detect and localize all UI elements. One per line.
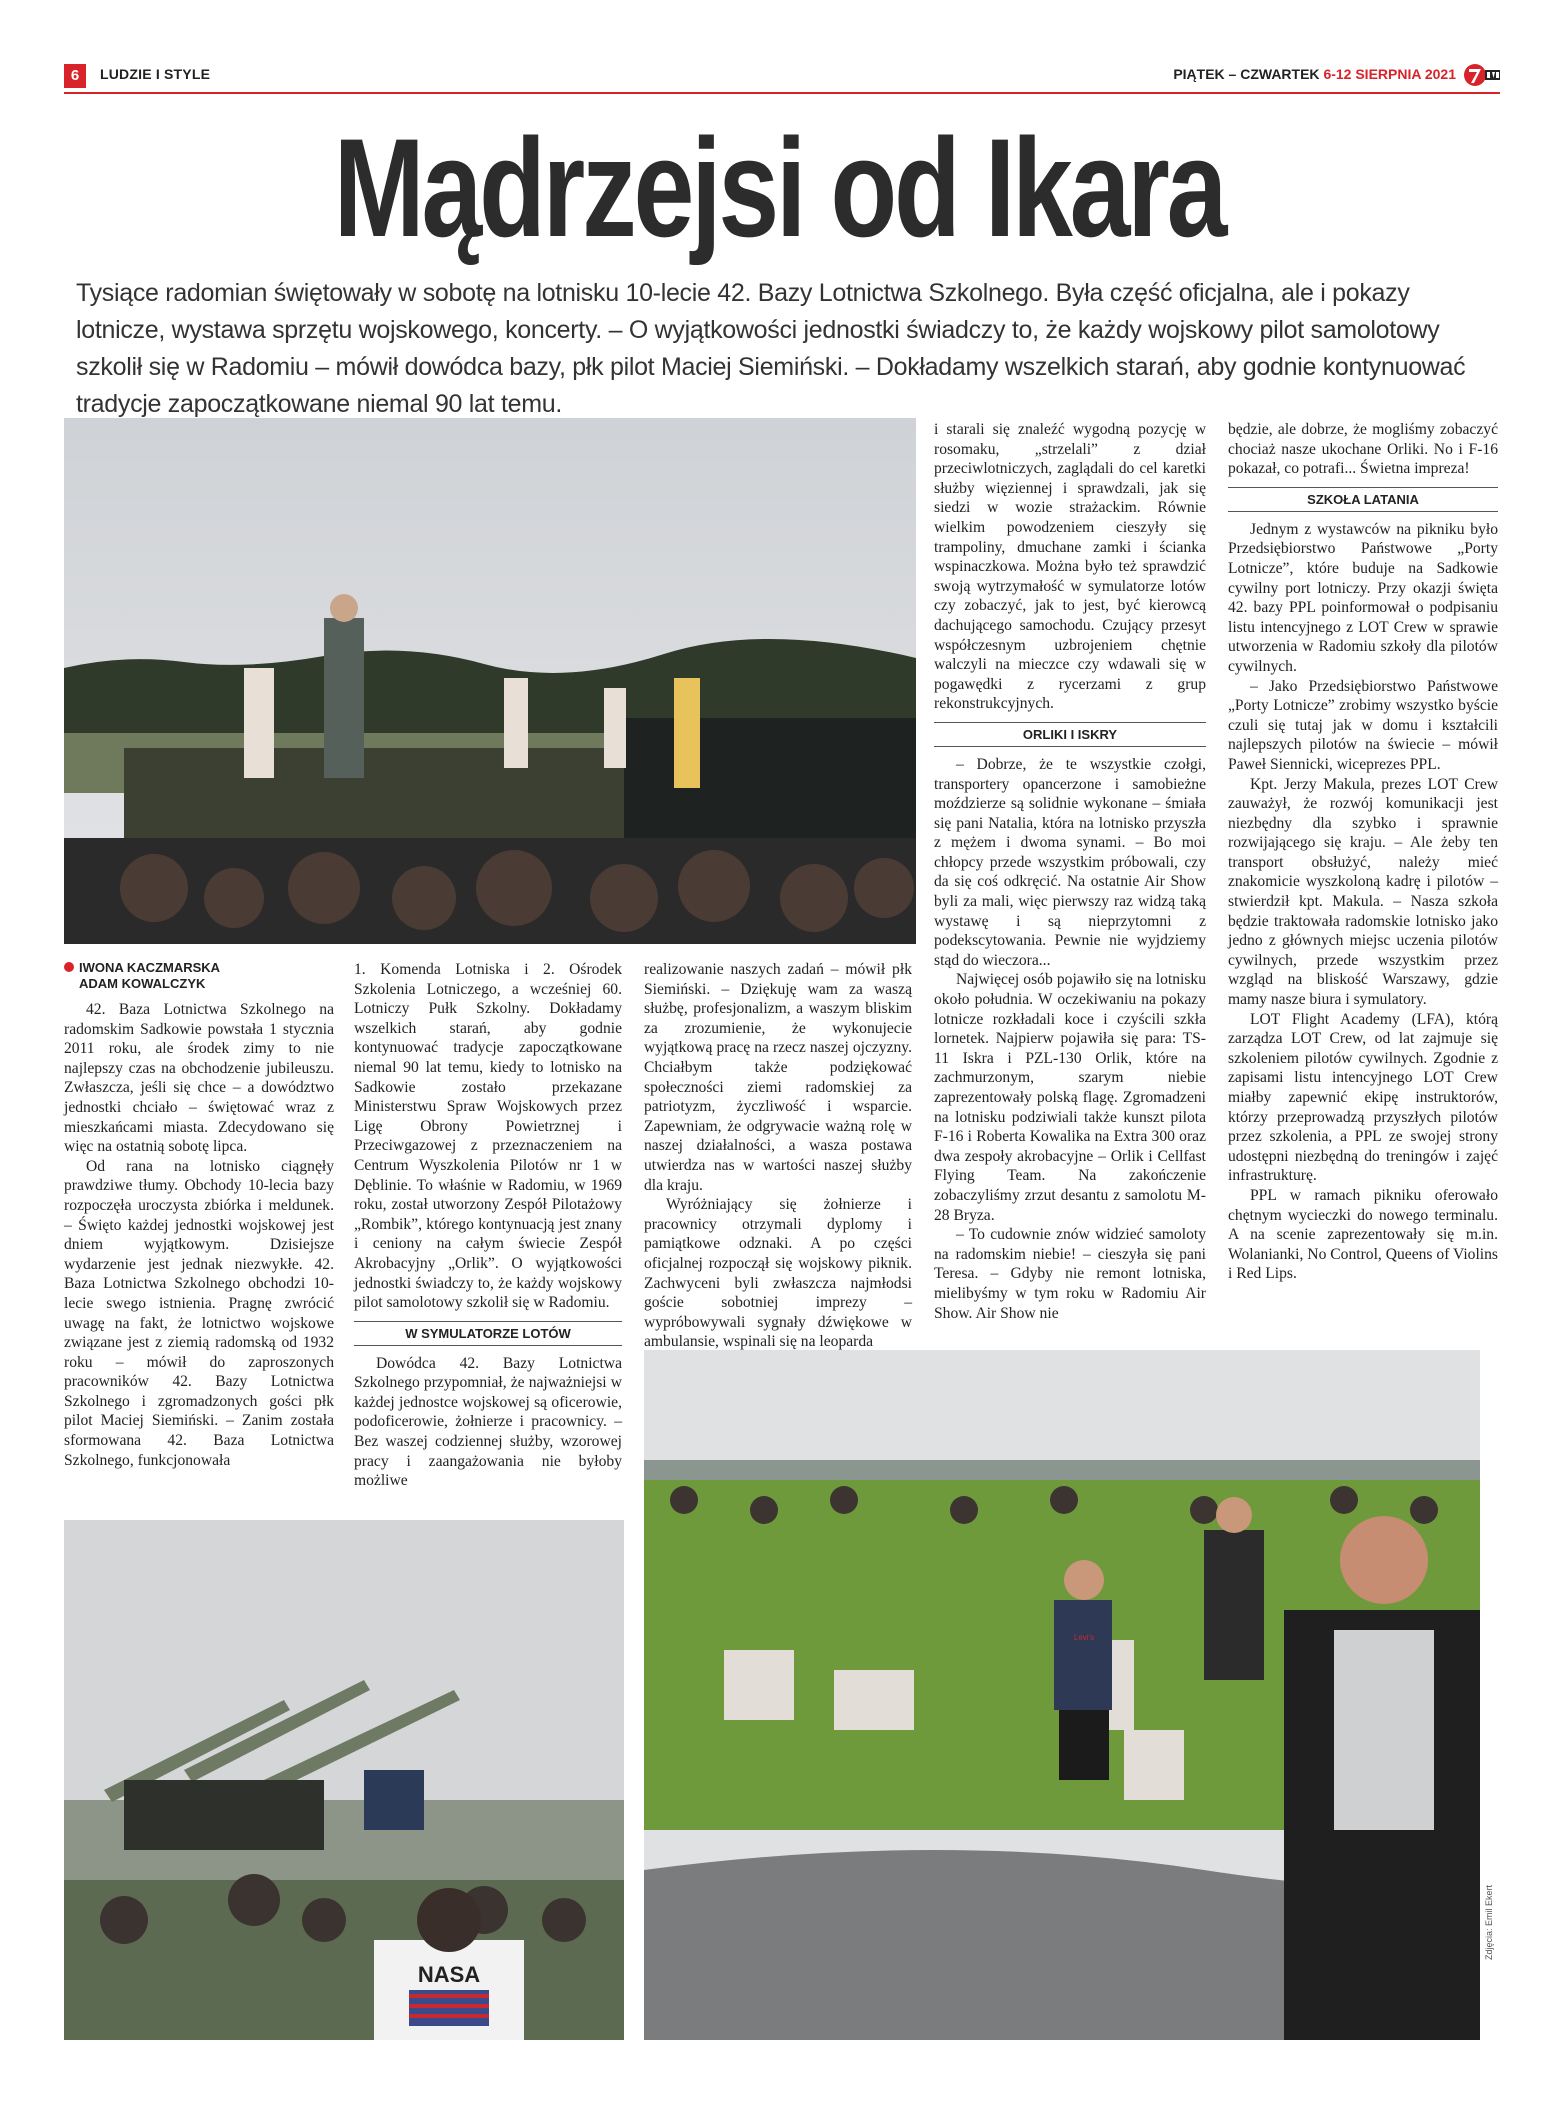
photo-credit: Zdjęcia: Emil Ekert — [1484, 1884, 1494, 1960]
paragraph: LOT Flight Academy (LFA), którą zarządza LOT Crew, od lat zajmuje się szkoleniem pilotów cywilnych. Zgodnie z zapisami listu intencyjnego LOT Crew miałby zapewnić ekipę instruktorów, którzy przeprowadzą przyszłych pilotów przez szkolenia, a PPL ze swojej strony udostępni niezbędną do treningów i zajęć infrastrukturę. — [1228, 1010, 1498, 1185]
subheading-orliki: ORLIKI I ISKRY — [934, 722, 1206, 747]
paragraph: i starali się znaleźć wygodną pozycję w rosomaku, „strzelali” z dział przeciwlotniczych, zaglądali do cel karetki służby więziennej i sprawdzali, jak się siedzi w wozie strażackim. Równie wielkim powodzeniem cieszyły się trampoliny, dmuchane zamki i ścianka wspinaczkowa. Można było też sprawdzić swoją wytrzymałość w symulatorze lotów czy zobaczyć, jak to jest, być kierowcą dachującego samochodu. Czujący przesyt współczesnym uzbrojeniem chętnie walczyli na mieczce czy wdawali się w pogawędki z rycerzami z grup rekonstrukcyjnych. — [934, 421, 1206, 713]
section-name: LUDZIE I STYLE — [100, 66, 211, 82]
paragraph: – Dobrze, że te wszystkie czołgi, transportery opancerzone i samobieżne moździerze są solidnie wykonane – śmiała się pani Natalia, która na lotnisko przyszła z mężem i dwoma synami. – Bo moi chłopcy przede wszystkim próbowali, czy da się coś odkręcić. Na ostatnie Air Show byli za mali, więc pierwszy raz widzą taką wystawę i są nieprzytomni z podekscytowania. Pewnie nie wyjdziemy stąd do wieczora... — [934, 755, 1206, 969]
paragraph: Wyróżniający się żołnierze i pracownicy otrzymali dyplomy i pamiątkowe odznaki. A po części oficjalnej rozpoczął się wojskowy piknik. Zachwyceni byli zwłaszcza najmłodsi goście sobotniej imprezy – wypróbowywali sygnały dźwiękowe w ambulansie, wspinali się na leoparda — [644, 1196, 912, 1351]
paragraph: Kpt. Jerzy Makula, prezes LOT Crew zauważył, że rozwój komunikacji jest niezbędny dla szybko i sprawnie rozwijającego się kraju. – Ale żeby ten transport obsłużyć, należy mieć znakomicie wyszkoloną kadrę i pilotów – stwierdził kpt. Makula. – Nasza szkoła będzie traktowała radomskie lotnisko jako jedno z głównych miejsc uczenia pilotów cywilnych, przede wszystkim przez wzgląd na bliskość Warszawy, gdzie mamy nasze biura i symulatory. — [1228, 775, 1498, 1009]
lead-paragraph: Tysiące radomian świętowały w sobotę na lotnisku 10-lecie 42. Bazy Lotnictwa Szkolnego. Była część oficjalna, ale i pokazy lotnicze, wystawa sprzętu wojskowego, koncerty. – O wyjątkowości jednostki świadczy to, że każdy wojskowy pilot samolotowy szkolił się w Radomiu – mówił dowódca bazy, płk pilot Maciej Siemiński. – Dokładamy wszelkich starań, aby godnie kontynuować tradycje zapoczątkowane niemal 90 lat temu. — [76, 279, 1466, 418]
paragraph: 1. Komenda Lotniska i 2. Ośrodek Szkolenia Lotniczego, a wcześniej 60. Lotniczy Pułk Szkolny. Dokładamy wszelkich starań, aby godnie kontynuować tradycje zapoczątkowane niemal 90 lat temu, kiedy to lotnisko na Sadkowie zostało przekazane Ministerstwu Spraw Wojskowych przez Ligę Obrony Powietrznej i Przeciwgazowej z przeznaczeniem na Centrum Wyszkolenia Pilotów nr 1 w Dęblinie. To właśnie w Radomiu, w 1969 roku, został utworzony Zespół Pilotażowy „Rombik”, którego kontynuacją jest znany i ceniony na całym świecie Zespół Akrobacyjny „Orlik”. O wyjątkowości jednostki świadczy to, że każdy wojskowy pilot samolotowy szkolił się w Radomiu. — [354, 961, 622, 1312]
photo-armored-vehicle-crowd — [64, 418, 916, 944]
date-range: 6-12 SIERPNIA 2021 — [1323, 66, 1456, 82]
paragraph: realizowanie naszych zadań – mówił płk Siemiński. – Dziękuję wam za waszą służbę, profesjonalizm, a waszym bliskim za zrozumienie, że wykonujecie wyjątkową pracę na rzecz naszej ojczyzny. Chciałbym także podziękować społeczności ziemi radomskiej za patriotyzm, życzliwość i wsparcie. Zapewniam, że odgrywacie ważną rolę w naszej działalności, a wasza postawa utwierdza nas w wartości naszej służby dla kraju. — [644, 961, 912, 1194]
date-prefix: PIĄTEK – CZWARTEK — [1173, 66, 1324, 82]
column-5 — [1228, 420, 1498, 1284]
headline: Mądrzejsi od Ikara — [333, 109, 1225, 266]
byline-author-2: ADAM KOWALCZYK — [79, 976, 206, 991]
column-4 — [934, 420, 1206, 1323]
column-1 — [64, 960, 334, 1470]
paragraph: Od rana na lotnisko ciągnęły prawdziwe tłumy. Obchody 10-lecia bazy rozpoczęła uroczysta zbiórka i meldunek. – Święto każdej jednostki wojskowej jest dniem wyjątkowym. Dzisiejsze wydarzenie jest jednak niezwykłe. 42. Baza Lotnictwa Szkolnego obchodzi 10-lecie swego istnienia. Pragnę zwrócić uwagę na fakt, że lotnictwo wojskowe związane jest z ziemią radomską od 1932 roku – mówił do zaproszonych pracowników 42. Bazy Lotnictwa Szkolnego i zgromadzonych gości płk pilot Maciej Siemiński. – Zanim została sformowana 42. Baza Lotnictwa Szkolnego, funkcjonowała — [64, 1157, 334, 1469]
page-header — [64, 62, 1500, 94]
column-3 — [644, 960, 912, 1352]
newspaper-logo-icon — [1464, 62, 1500, 88]
bullet-dot-icon — [64, 962, 74, 972]
page-number: 6 — [64, 64, 86, 88]
paragraph: będzie, ale dobrze, że mogliśmy zobaczyć chociaż nasze ukochane Orliki. No i F-16 pokazał, co potrafi... Świetna impreza! — [1228, 421, 1498, 478]
byline — [64, 960, 334, 992]
paragraph: PPL w ramach pikniku oferowało chętnym wycieczki do nowego terminalu. A na scenie zaprezentowały się m.in. Wolanianki, No Control, Queens of Violins i Red Lips. — [1228, 1186, 1498, 1283]
byline-author-1: IWONA KACZMARSKA — [79, 960, 221, 975]
nasa-shirt-text: NASA — [417, 1962, 481, 1987]
paragraph: – Jako Przedsiębiorstwo Państwowe „Porty Lotnicze” zrobimy wszystko byście czuli się tutaj jak w domu i kształcili najlepszych pilotów na świecie – mówił Paweł Siennicki, wiceprezes PPL. — [1228, 677, 1498, 773]
paragraph: – To cudownie znów widzieć samoloty na radomskim niebie! – cieszyła się pani Teresa. – Gdyby nie remont lotniska, mielibyśmy w tym roku w Radomiu Air Show. Air Show nie — [934, 1226, 1206, 1322]
paragraph: Najwięcej osób pojawiło się na lotnisku około południa. W oczekiwaniu na pokazy lotnicze rozkładali koce i czyścili szkła lornetek. Najpierw pojawiła się para: TS-11 Iskra i PZL-130 Orlik, które na zachmurzonym, szarym niebie zaprezentowały polską flagę. Zgromadzeni na lotnisku podziwiali także kunszt pilota F-16 i Roberta Kowalika na Extra 300 oraz dwa zespoły akrobacyjne – Orlik i Cellfast Flying Team. Na zakończenie zobaczyliśmy zrzut desantu z samolotu M-28 Bryza. — [934, 971, 1206, 1224]
column-2 — [354, 960, 622, 1491]
paragraph: Dowódca 42. Bazy Lotnictwa Szkolnego przypomniał, że najważniejsi w każdej jednostce wojskowej są oficerowie, podoficerowie, żołnierze i pracownicy. – Bez waszej codziennej służby, wzorowej pracy i zaangażowania nie byłoby możliwe — [354, 1354, 622, 1490]
paragraph: 42. Baza Lotnictwa Szkolnego na radomskim Sadkowie powstała 1 stycznia 2011 roku, ale środek zimy to nie najlepszy czas na obchodzenie jubileuszu. Zwłaszcza, jeśli się chce – a dowództwo jednostki chciało – świętować wraz z mieszkańcami miasta. Zdecydowano się więc na ostatnią sobotę lipca. — [64, 1001, 334, 1156]
subheading-szkola: SZKOŁA LATANIA — [1228, 487, 1498, 512]
subheading-symulator: W SYMULATORZE LOTÓW — [354, 1321, 622, 1346]
photo-crowd-on-grass — [644, 1350, 1480, 2040]
paragraph: Jednym z wystawców na pikniku było Przedsiębiorstwo Państwowe „Porty Lotnicze”, które buduje na Sadkowie cywilny port lotniczy. Przy okazji święta 42. bazy PPL poinformował o podpisaniu listu intencyjnego z LOT Crew w sprawie utworzenia w Radomiu szkoły dla pilotów cywilnych. — [1228, 520, 1498, 675]
photo-missile-launchers — [64, 1520, 624, 2040]
issue-date — [1173, 66, 1456, 82]
levis-shirt-text: Levi's — [1073, 1633, 1095, 1642]
